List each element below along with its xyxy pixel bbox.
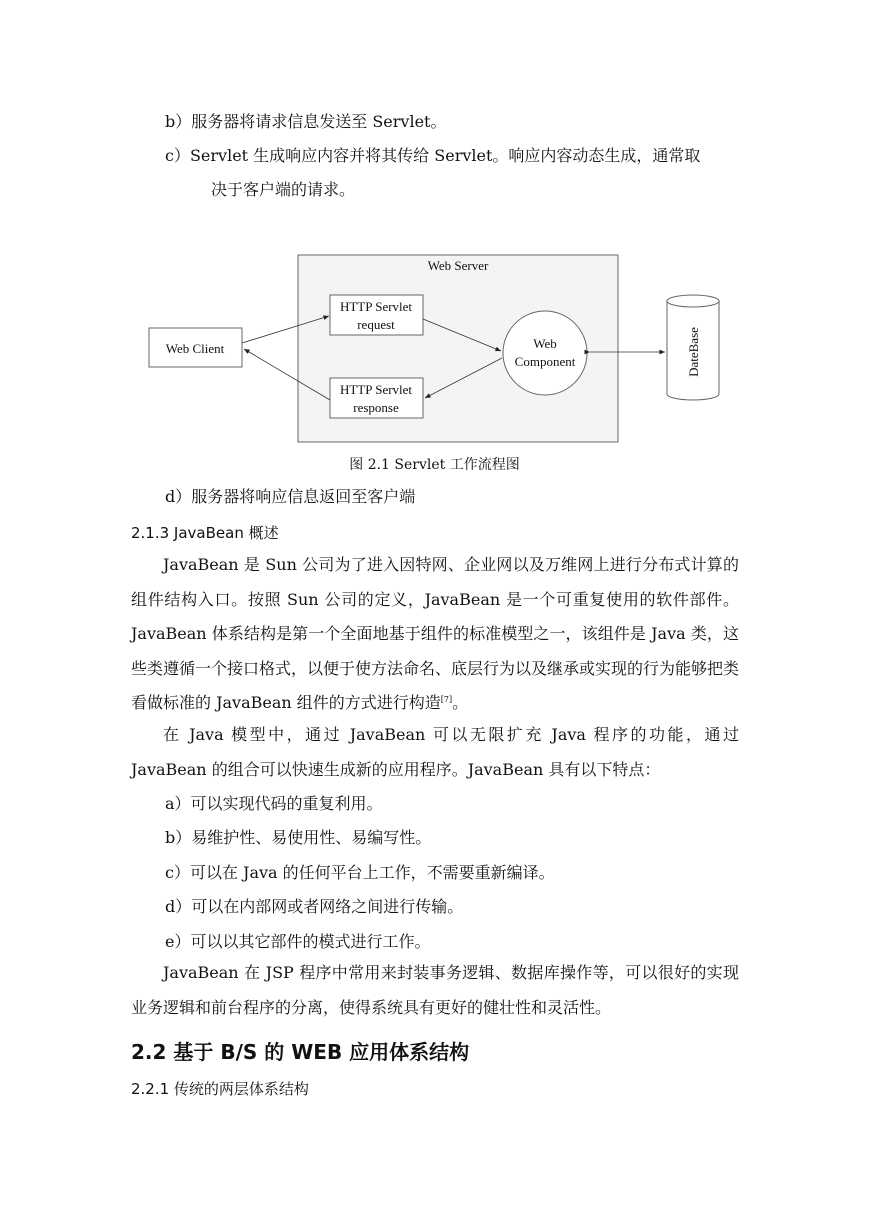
response-label-2: response: [353, 400, 399, 415]
request-label-2: request: [357, 317, 395, 332]
paragraph-javabean-model: 在 Java 模型中，通过 JavaBean 可以无限扩充 Java 程序的功能，通过 JavaBean 的组合可以快速生成新的应用程序。JavaBean 具有以下特点：: [131, 725, 739, 779]
list-item-d: d）服务器将响应信息返回至客户端: [165, 487, 416, 506]
web-component-label-2: Component: [514, 354, 576, 369]
list-item-b: b）服务器将请求信息发送至 Servlet。: [165, 112, 447, 131]
paragraph-javabean-jsp: JavaBean 在 JSP 程序中常用来封装事务逻辑、数据库操作等，可以很好的实现业务逻辑和前台程序的分离，使得系统具有更好的健壮性和灵活性。: [131, 963, 739, 1017]
feature-item-e: e）可以以其它部件的模式进行工作。: [165, 932, 431, 951]
paragraph-end-mark: 。: [452, 693, 469, 712]
feature-item-d: d）可以在内部网或者网络之间进行传输。: [165, 897, 464, 916]
paragraph-javabean-intro: [131, 548, 739, 721]
list-item-c-continued: 决于客户端的请求。: [211, 180, 356, 199]
list-item-c: c）Servlet 生成响应内容并将其传给 Servlet。响应内容动态生成，通常取: [165, 146, 701, 165]
database-label: DateBase: [686, 327, 701, 377]
web-server-label: Web Server: [427, 258, 489, 273]
servlet-workflow-diagram: [140, 250, 740, 450]
web-component-label-1: Web: [533, 336, 557, 351]
figure-caption: 图 2.1 Servlet 工作流程图: [349, 457, 520, 473]
feature-item-a: a）可以实现代码的重复利用。: [165, 794, 383, 813]
section-heading-2-1-3: 2.1.3 JavaBean 概述: [131, 524, 279, 542]
response-label-1: HTTP Servlet: [339, 382, 413, 397]
web-component-circle: [503, 311, 587, 395]
section-heading-2-2-1: 2.2.1 传统的两层体系结构: [131, 1080, 309, 1098]
feature-item-c: c）可以在 Java 的任何平台上工作，不需要重新编译。: [165, 863, 555, 882]
web-client-label: Web Client: [165, 341, 225, 356]
paragraph-javabean-intro-text: JavaBean 是 Sun 公司为了进入因特网、企业网以及万维网上进行分布式计算的组件结构入口。按照 Sun 公司的定义，JavaBean 是一个可重复使用的软件部件。JavaBean 体系结构是第一个全面地基于组件的标准模型之一，该组件是 Java 类，这些类遵循一个接口格式，以便于使方法命名、底层行为以及继承或实现的行为能够把类看做标准的 JavaBean 组件的方式进行构造: [131, 555, 740, 712]
request-label-1: HTTP Servlet: [339, 299, 413, 314]
citation-ref: [7]: [440, 695, 453, 704]
feature-item-b: b）易维护性、易使用性、易编写性。: [165, 828, 432, 847]
section-heading-2-2: 2.2 基于 B/S 的 WEB 应用体系结构: [131, 1040, 470, 1064]
